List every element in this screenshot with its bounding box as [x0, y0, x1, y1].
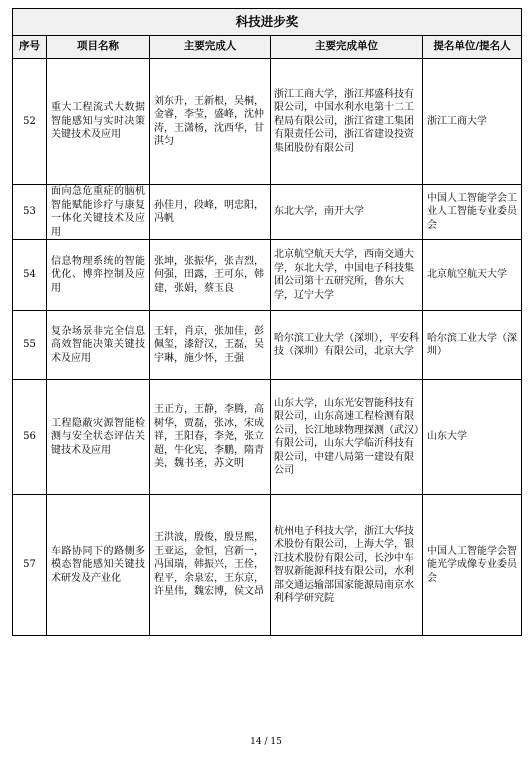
main-units: 杭州电子科技大学，浙江大华技术股份有限公司，上海大学，银江技术股份有限公司，长沙中车智驭新能源科技有限公司，水利部交通运输部国家能源局南京水利科学研究院	[271, 495, 423, 636]
main-units: 哈尔滨工业大学（深圳），平安科技（深圳）有限公司，北京大学	[271, 311, 423, 380]
project-name: 重大工程流式大数据智能感知与实时决策关键技术及应用	[47, 59, 150, 185]
row-number: 57	[13, 495, 47, 636]
main-contributors: 王洪波，殷俊，殷昱熙，王亚运，金恒，宫新一，冯国瑞，韩振兴，王佺，程平，余泉宏，王东京，许星伟，魏宏博，侯文昂	[150, 495, 271, 636]
main-units: 山东大学，山东光安智能科技有限公司，山东高速工程检测有限公司，长江地球物理探测（武汉）有限公司，山东大学临沂科技有限公司，中建八局第一建设有限公司	[271, 380, 423, 495]
header-project: 项目名称	[47, 36, 150, 59]
table-row	[13, 185, 522, 240]
row-number: 55	[13, 311, 47, 380]
row-number: 56	[13, 380, 47, 495]
main-units: 北京航空航天大学，西南交通大学，东北大学，中国电子科技集团公司第十五研究所，鲁东大学，辽宁大学	[271, 240, 423, 311]
main-contributors: 张坤，张振华，张吉烈，何强，田露，王可东，韩建，张娟，蔡玉良	[150, 240, 271, 311]
table-row	[13, 240, 522, 311]
page-footer	[0, 737, 532, 747]
main-contributors: 王正方，王静，李腾，高树华，贾磊，张冰，宋成祥，王阳春，李尧，张立超，牛化宪，李鹏，隋青美，魏书圣，苏文明	[150, 380, 271, 495]
project-name: 工程隐蔽灾源智能检测与安全状态评估关键技术及应用	[47, 380, 150, 495]
nominator: 中国人工智能学会智能光学成像专业委员会	[423, 495, 522, 636]
main-units: 浙江工商大学，浙江邦盛科技有限公司，中国水利水电第十二工程局有限公司，浙江省建工集团有限责任公司，浙江省建设投资集团股份有限公司	[271, 59, 423, 185]
header-nominator: 提名单位/提名人	[423, 36, 522, 59]
row-number: 53	[13, 185, 47, 240]
page-number: 14	[250, 737, 262, 747]
table-row	[13, 495, 522, 636]
nominator: 中国人工智能学会工业人工智能专业委员会	[423, 185, 522, 240]
header-row	[13, 36, 522, 59]
award-table	[12, 8, 522, 636]
nominator: 浙江工商大学	[423, 59, 522, 185]
section-title: 科技进步奖	[13, 9, 522, 36]
table-row	[13, 311, 522, 380]
nominator: 哈尔滨工业大学（深圳）	[423, 311, 522, 380]
project-name: 面向急危重症的脑机智能赋能诊疗与康复一体化关键技术及应用	[47, 185, 150, 240]
nominator: 北京航空航天大学	[423, 240, 522, 311]
nominator: 山东大学	[423, 380, 522, 495]
main-units: 东北大学，南开大学	[271, 185, 423, 240]
page-separator: /	[264, 737, 268, 747]
header-units: 主要完成单位	[271, 36, 423, 59]
main-contributors: 孙佳月，段峰，明忠阳，冯帆	[150, 185, 271, 240]
table-row	[13, 380, 522, 495]
table-row	[13, 59, 522, 185]
main-contributors: 刘东升，王新根，吴桐，金睿，李莹，盛峰，沈仲涛，王潇杨，沈西华，甘淇匀	[150, 59, 271, 185]
row-number: 54	[13, 240, 47, 311]
row-number: 52	[13, 59, 47, 185]
main-contributors: 王轩，肖京，张加佳，彭佩玺，漆舒汉，王磊，吴宇琳，施少怀，王强	[150, 311, 271, 380]
project-name: 车路协同下的路侧多模态智能感知关键技术研发及产业化	[47, 495, 150, 636]
header-no: 序号	[13, 36, 47, 59]
page-total: 15	[270, 737, 282, 747]
project-name: 信息物理系统的智能优化、博弈控制及应用	[47, 240, 150, 311]
project-name: 复杂场景非完全信息高效智能决策关键技术及应用	[47, 311, 150, 380]
header-people: 主要完成人	[150, 36, 271, 59]
